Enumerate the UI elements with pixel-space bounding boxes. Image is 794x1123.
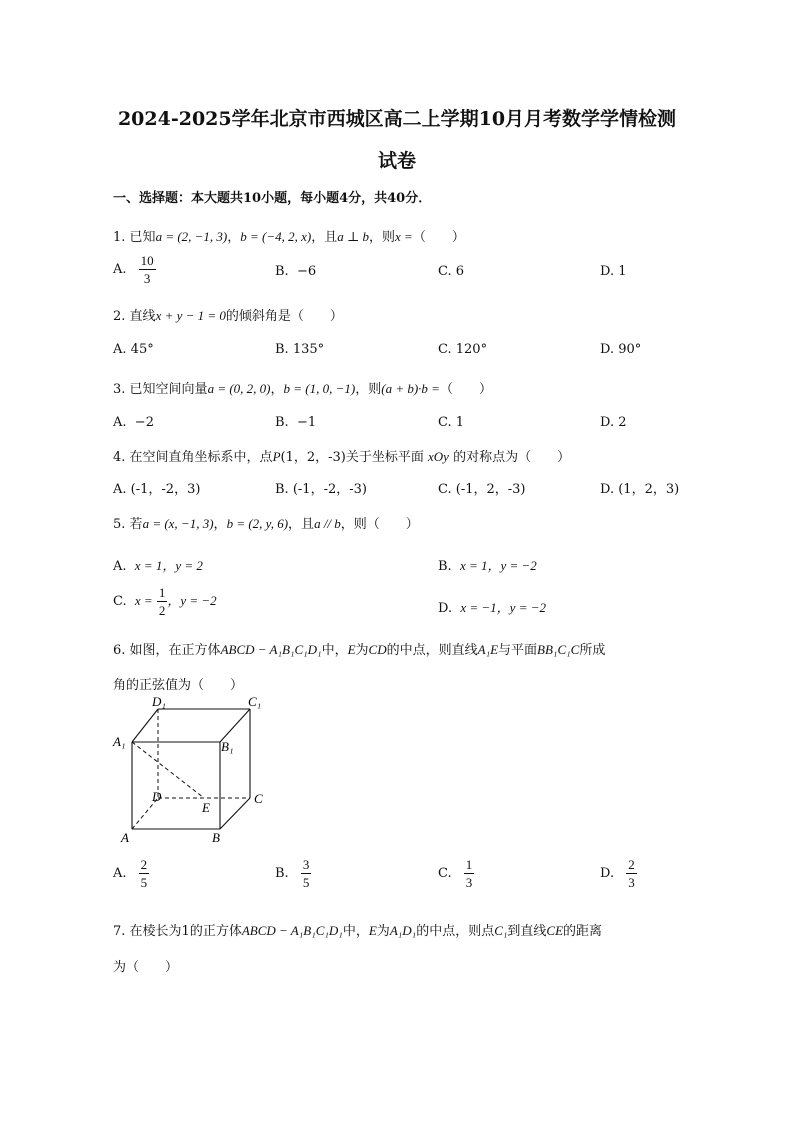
q-text: 中，	[342, 924, 369, 939]
option-label: B.	[275, 866, 289, 881]
q-text: 为	[355, 643, 369, 658]
question-6-continued: 角的正弦值为（ ）	[113, 678, 244, 693]
option-label: A.	[113, 342, 127, 357]
numerator: 2	[628, 857, 635, 872]
fraction	[157, 584, 168, 619]
option-value: x = −1，y = −2	[460, 600, 546, 615]
option-value: 1	[455, 415, 465, 430]
option-a	[113, 555, 203, 574]
parallel-expr: a // b	[314, 516, 341, 531]
q-text: 直线	[129, 309, 156, 324]
numerator: 2	[140, 857, 148, 872]
fraction	[464, 856, 475, 891]
q-text: 的中点，则直线	[386, 643, 478, 658]
option-d	[600, 478, 679, 497]
q-text: 若	[129, 517, 143, 532]
option-label: C.	[113, 594, 127, 609]
q-text: ，则	[355, 382, 382, 397]
q-text: 的倾斜角是（ ）	[225, 309, 343, 324]
doc-title-line2: 试卷	[377, 150, 416, 172]
segment-a1-e	[132, 742, 204, 798]
option-a	[113, 478, 200, 497]
line-label: A₁E	[477, 642, 499, 657]
doc-title-line1: 2024-2025学年北京市西城区高二上学期10月月考数学学情检测	[117, 108, 677, 130]
numerator: 10	[140, 253, 154, 268]
vector-a-expr: a = (0, 2, 0)	[207, 381, 271, 396]
q-text: 已知	[129, 230, 156, 245]
edge-a1-d1	[132, 709, 158, 742]
separator: ，	[270, 382, 284, 397]
point-label: E	[347, 642, 356, 657]
q-text: ，则	[369, 230, 396, 245]
option-b	[275, 415, 316, 430]
option-value: 1	[618, 264, 627, 279]
denominator: 5	[302, 875, 310, 890]
label-a1: A₁	[113, 734, 126, 749]
vector-b-expr: b = (2, y, 6)	[226, 516, 289, 531]
option-b	[275, 342, 324, 357]
q-text: 中，	[321, 643, 348, 658]
denominator: 5	[140, 875, 148, 890]
q-text: 为	[376, 924, 390, 939]
label-d1: D₁	[152, 694, 166, 709]
numerator: 3	[302, 857, 310, 872]
q-number: 3.	[113, 382, 126, 397]
option-d	[600, 856, 637, 891]
label-b: B	[212, 830, 220, 845]
q-text: 的距离	[563, 924, 603, 939]
fraction	[626, 856, 637, 891]
separator: ，	[227, 230, 241, 245]
q-number: 1.	[113, 230, 126, 245]
option-b	[275, 478, 367, 497]
dot-product-expr: (a + b)·b =	[381, 381, 440, 396]
question-5	[113, 513, 419, 532]
question-6	[113, 639, 605, 658]
option-label: A.	[113, 559, 127, 574]
x-expr: x =	[395, 229, 413, 244]
option-label: B.	[438, 559, 452, 574]
option-value: −1	[296, 415, 317, 430]
option-value: 45°	[130, 342, 154, 357]
option-d	[600, 415, 627, 430]
option-c	[438, 415, 464, 430]
option-value: −6	[296, 264, 317, 279]
option-d	[600, 264, 627, 279]
plane-label: xOy	[428, 449, 449, 464]
option-label: C.	[438, 866, 452, 881]
q-number: 6.	[113, 643, 126, 658]
vector-a-expr: a = (x, −1, 3)	[142, 516, 214, 531]
edge-b-c	[220, 798, 250, 829]
section-heading: 一、选择题：本大题共10小题，每小题4分，共40分．	[113, 191, 432, 206]
option-b	[275, 856, 311, 891]
denominator: 2	[158, 603, 166, 618]
q-text: 如图，在正方体	[129, 643, 221, 658]
option-value: x = 1，y = 2	[134, 558, 203, 573]
q-text: (1，2，-3)关于坐标平面	[280, 450, 424, 465]
option-label: B.	[275, 264, 289, 279]
q-text: 的对称点为（ ）	[453, 450, 571, 465]
option-b	[438, 555, 537, 574]
option-label: B.	[275, 415, 289, 430]
q-text: 所成	[579, 643, 606, 658]
separator: ，	[213, 517, 227, 532]
q-number: 7.	[113, 924, 126, 939]
q-number: 2.	[113, 309, 126, 324]
option-value: 90°	[618, 342, 642, 357]
option-a	[113, 856, 149, 891]
numerator: 1	[465, 857, 473, 872]
vector-b-expr: b = (1, 0, −1)	[283, 381, 356, 396]
option-label: D.	[600, 342, 615, 357]
q-text: 到直线	[507, 924, 547, 939]
option-value: 120°	[455, 342, 488, 357]
option-label: D.	[600, 866, 615, 881]
q-text: ，且	[288, 517, 315, 532]
option-value: 6	[455, 264, 465, 279]
q-text: 在空间直角坐标系中，点	[129, 450, 273, 465]
point-label: C₁	[494, 923, 508, 938]
option-c	[438, 856, 474, 891]
label-c: C	[254, 791, 263, 806]
option-label: D.	[600, 415, 615, 430]
answer-blank: ，则（ ）	[340, 517, 419, 532]
question-4	[113, 446, 570, 465]
option-a	[113, 415, 154, 430]
option-label: C.	[438, 415, 452, 430]
cube-label: ABCD − A₁B₁C₁D₁	[220, 642, 322, 657]
label-c1: C₁	[248, 694, 262, 709]
vector-a-expr: a = (2, −1, 3)	[155, 229, 228, 244]
q-text: ，且	[311, 230, 338, 245]
answer-blank: （ ）	[412, 230, 465, 245]
option-value: −2	[134, 415, 154, 430]
option-label: C.	[438, 264, 452, 279]
plane-label: BB₁C₁C	[537, 642, 580, 657]
option-value: x =	[134, 593, 153, 608]
option-value: (1，2，3)	[618, 482, 680, 497]
option-label: B.	[275, 482, 289, 497]
option-value: (-1，-2，3)	[130, 482, 201, 497]
q-text: 的中点，则点	[416, 924, 495, 939]
option-label: C.	[438, 482, 452, 497]
option-value: (-1，-2，-3)	[292, 482, 367, 497]
option-c	[438, 478, 526, 497]
option-label: C.	[438, 342, 452, 357]
line-label: CE	[546, 923, 564, 938]
option-c	[438, 264, 464, 279]
option-c	[438, 342, 487, 357]
q-text: 已知空间向量	[129, 382, 208, 397]
fraction	[301, 856, 312, 891]
perp-expr: a ⊥ b	[337, 229, 370, 244]
fraction	[139, 252, 156, 287]
label-e: E	[202, 800, 210, 815]
denominator: 3	[628, 875, 635, 890]
question-2	[113, 305, 343, 324]
option-label: A.	[113, 415, 127, 430]
point-label: E	[368, 923, 377, 938]
point-label: P	[272, 449, 281, 464]
option-label: A.	[113, 866, 127, 881]
option-d	[438, 597, 546, 616]
q-text: 在棱长为1的正方体	[129, 924, 242, 939]
segment-label: A₁D₁	[389, 923, 417, 938]
option-label: D.	[438, 601, 453, 616]
option-value: (-1，2，-3)	[455, 482, 526, 497]
label-d: D	[152, 789, 162, 804]
label-a: A	[121, 830, 129, 845]
option-label: A.	[113, 482, 127, 497]
label-b1: B₁	[221, 739, 234, 754]
answer-blank: （ ）	[439, 382, 492, 397]
option-b	[275, 264, 316, 279]
q-text: 与平面	[498, 643, 538, 658]
fraction	[139, 856, 150, 891]
option-label: D.	[600, 482, 615, 497]
q-number: 5.	[113, 517, 126, 532]
question-1	[113, 226, 465, 245]
q-number: 4.	[113, 450, 126, 465]
option-label: B.	[275, 342, 289, 357]
denominator: 3	[143, 271, 151, 286]
option-label: D.	[600, 264, 615, 279]
edge-b1-c1	[220, 709, 250, 742]
question-3	[113, 378, 492, 397]
option-value: 2	[618, 415, 627, 430]
option-c	[113, 584, 217, 619]
option-value: ，y = −2	[167, 593, 217, 608]
question-7-continued: 为（ ）	[113, 960, 179, 975]
segment-label: CD	[368, 642, 387, 657]
question-7	[113, 920, 602, 939]
option-a	[113, 252, 156, 287]
option-label: A.	[113, 262, 127, 277]
option-value: 135°	[292, 342, 325, 357]
option-value: x = 1，y = −2	[459, 558, 537, 573]
line-equation: x + y − 1 = 0	[155, 308, 226, 323]
option-a	[113, 342, 154, 357]
option-d	[600, 342, 641, 357]
vector-b-expr: b = (−4, 2, x)	[240, 229, 312, 244]
cube-figure	[108, 694, 278, 846]
denominator: 3	[465, 875, 473, 890]
cube-label: ABCD − A₁B₁C₁D₁	[241, 923, 343, 938]
numerator: 1	[158, 585, 166, 600]
